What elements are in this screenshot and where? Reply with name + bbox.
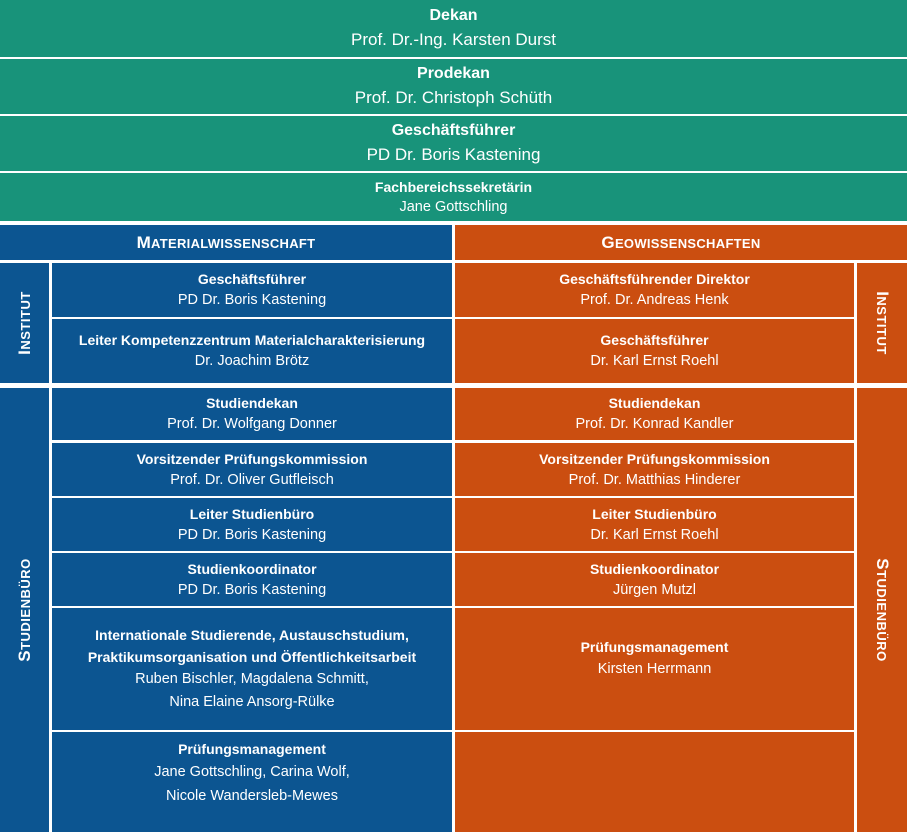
sekretaerin-box — [0, 173, 907, 221]
label-studienbuero-left: STUDIENBÜRO — [0, 388, 49, 832]
geschaeftsfuehrer-name: PD Dr. Boris Kastening — [366, 145, 541, 164]
prodekan-box — [0, 59, 907, 114]
label-studienbuero-right: STUDIENBÜRO — [857, 388, 907, 832]
geo-vorsitzender-pruefungskommission: Vorsitzender Prüfungskommission Prof. Dr. Matthias Hinderer — [455, 443, 854, 496]
mat-leiter-kompetenzzentrum: Leiter Kompetenzzentrum Materialcharakterisierung Dr. Joachim Brötz — [52, 319, 452, 383]
mat-vorsitzender-pruefungskommission: Vorsitzender Prüfungskommission Prof. Dr. Oliver Gutfleisch — [52, 443, 452, 496]
mat-studienkoordinator: Studienkoordinator PD Dr. Boris Kastening — [52, 553, 452, 606]
sekretaerin-name: Jane Gottschling — [399, 199, 508, 215]
mat-studiendekan: Studiendekan Prof. Dr. Wolfgang Donner — [52, 388, 452, 440]
geo-studiendekan: Studiendekan Prof. Dr. Konrad Kandler — [455, 388, 854, 440]
geo-empty-cell — [455, 732, 854, 832]
mat-pruefungsmanagement: Prüfungsmanagement Jane Gottschling, Carina Wolf, Nicole Wandersleb-Mewes — [52, 732, 452, 832]
mat-geschaeftsfuehrer: Geschäftsführer PD Dr. Boris Kastening — [52, 263, 452, 317]
geo-studienkoordinator: Studienkoordinator Jürgen Mutzl — [455, 553, 854, 606]
prodekan-name: Prof. Dr. Christoph Schüth — [354, 88, 553, 107]
header-materialwissenschaft: MATERIALWISSENSCHAFT — [0, 225, 452, 260]
geo-pruefungsmanagement: Prüfungsmanagement Kirsten Herrmann — [455, 608, 854, 730]
label-institut-left: INSTITUT — [0, 263, 49, 383]
dekan-box — [0, 0, 907, 57]
geo-geschaeftsfuehrer: Geschäftsführer Dr. Karl Ernst Roehl — [455, 319, 854, 383]
geo-geschaeftsfuehrender-direktor: Geschäftsführender Direktor Prof. Dr. Andreas Henk — [455, 263, 854, 317]
geschaeftsfuehrer-title: Geschäftsführer — [391, 122, 516, 139]
geo-leiter-studienbuero: Leiter Studienbüro Dr. Karl Ernst Roehl — [455, 498, 854, 551]
label-institut-right: INSTITUT — [857, 263, 907, 383]
prodekan-title: Prodekan — [417, 65, 490, 82]
mat-internationale-studierende: Internationale Studierende, Austauschstudium, Praktikumsorganisation und Öffentlichkeitsarbeit Ruben Bischler, Magdalena Schmitt, Nina Elaine Ansorg-Rülke — [52, 608, 452, 730]
mat-leiter-studienbuero: Leiter Studienbüro PD Dr. Boris Kastening — [52, 498, 452, 551]
header-geowissenschaften: GEOWISSENSCHAFTEN — [455, 225, 907, 260]
sekretaerin-title: Fachbereichssekretärin — [374, 179, 533, 195]
dekan-name: Prof. Dr.-Ing. Karsten Durst — [350, 30, 556, 49]
geschaeftsfuehrer-box — [0, 116, 907, 171]
dekan-title: Dekan — [429, 7, 478, 24]
